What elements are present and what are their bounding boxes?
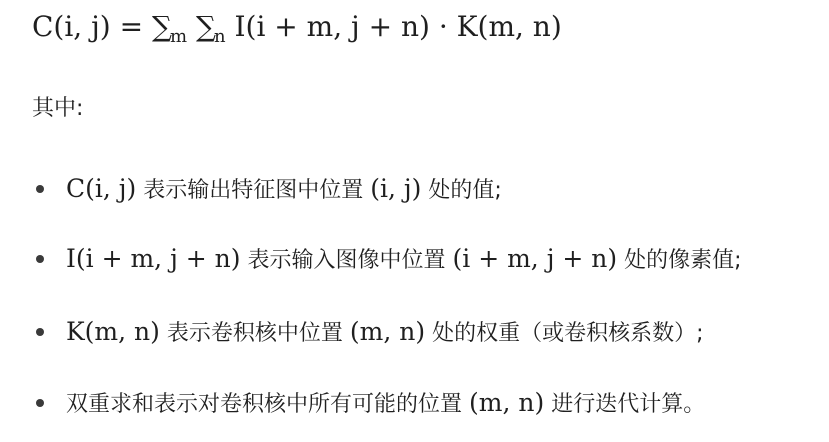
- formula-lhs: C(i, j) =: [32, 10, 152, 43]
- position-symbol: (i + m, j + n): [452, 244, 618, 273]
- sum-m-subscript: m: [169, 26, 188, 47]
- item-text: 进行迭代计算。: [544, 392, 706, 417]
- bullet-icon: [36, 328, 44, 336]
- convolution-formula: [32, 8, 562, 56]
- item-text: 处的像素值;: [617, 248, 742, 273]
- bullet-icon: [36, 399, 44, 407]
- item-text: 表示输入图像中位置: [240, 248, 453, 273]
- item-text: 双重求和表示对卷积核中所有可能的位置: [66, 392, 469, 417]
- kernel-symbol: K(m, n): [66, 317, 160, 346]
- position-symbol: (m, n): [349, 317, 426, 346]
- item-text: 表示输出特征图中位置: [136, 178, 371, 203]
- item-text: 表示卷积核中位置: [159, 321, 350, 346]
- output-symbol: C(i, j): [66, 174, 137, 203]
- item-text: 处的权重（或卷积核系数）;: [425, 321, 704, 346]
- item-text: 处的值;: [421, 178, 502, 203]
- list-item-input: [40, 240, 742, 280]
- sum-n-subscript: n: [213, 26, 226, 47]
- list-item-output: [40, 170, 502, 210]
- input-symbol: I(i + m, j + n): [66, 244, 241, 273]
- sum-n-symbol: ∑: [195, 10, 216, 43]
- formula-rhs: I(i + m, j + n) · K(m, n): [225, 10, 562, 43]
- bullet-icon: [36, 255, 44, 263]
- sum-m-symbol: ∑: [151, 10, 172, 43]
- position-symbol: (i, j): [370, 174, 422, 203]
- intro-text: 其中:: [32, 96, 84, 121]
- bullet-icon: [36, 185, 44, 193]
- list-item-summation: [40, 384, 705, 424]
- position-symbol: (m, n): [469, 388, 545, 417]
- list-item-kernel: [40, 313, 704, 353]
